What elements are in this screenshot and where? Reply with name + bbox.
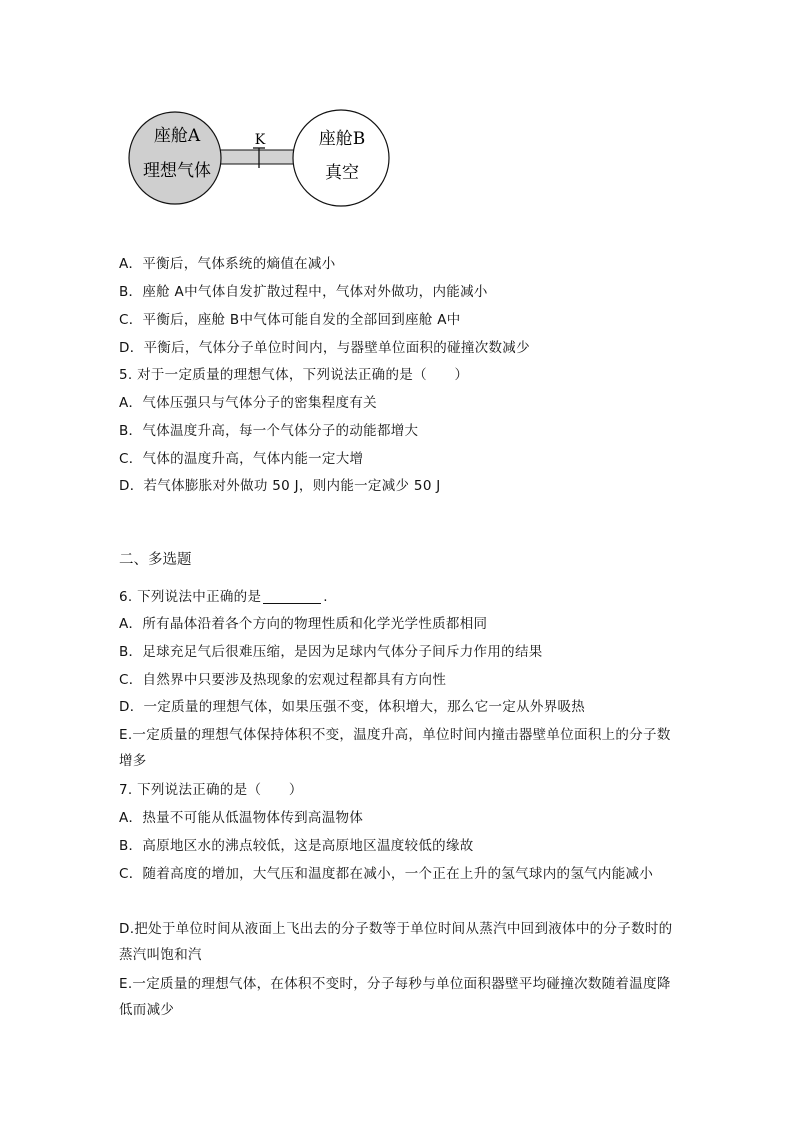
q7-option-d: D.把处于单位时间从液面上飞出去的分子数等于单位时间从蒸汽中回到液体中的分子数时的蒸汽叫饱和汽 bbox=[119, 921, 673, 963]
connecting-pipe bbox=[220, 150, 296, 164]
q7-option-e: E.一定质量的理想气体，在体积不变时，分子每秒与单位面积器壁平均碰撞次数随着温度降低而减少 bbox=[119, 976, 671, 1018]
q4-option-c: C．平衡后，座舱 B中气体可能自发的全部回到座舱 A中 bbox=[119, 312, 461, 328]
answer-blank bbox=[263, 589, 321, 604]
q5-option-d: D．若气体膨胀对外做功 50 J，则内能一定减少 50 J bbox=[119, 478, 441, 494]
cabin-a-title: 座舱A bbox=[153, 126, 201, 146]
q5-option-c: C．气体的温度升高，气体内能一定大增 bbox=[119, 451, 364, 467]
cabin-b-circle bbox=[293, 110, 389, 206]
section-title-multiple-choice: 二、多选题 bbox=[119, 552, 192, 568]
q6-option-b: B．足球充足气后很难压缩，是因为足球内气体分子间斥力作用的结果 bbox=[119, 644, 543, 660]
cabin-a-content: 理想气体 bbox=[143, 161, 211, 181]
q7-option-c: C．随着高度的增加，大气压和温度都在减小，一个正在上升的氢气球内的氢气内能减小 bbox=[119, 866, 654, 882]
cabin-b-title: 座舱B bbox=[318, 129, 366, 149]
q6-stem-text: 6. 下列说法中正确的是 bbox=[119, 589, 262, 605]
q5-option-a: A．气体压强只与气体分子的密集程度有关 bbox=[119, 395, 377, 411]
cabin-diagram bbox=[128, 108, 398, 212]
q7-option-a: A．热量不可能从低温物体传到高温物体 bbox=[119, 810, 364, 826]
q6-stem bbox=[119, 587, 328, 607]
valve-label: K bbox=[254, 132, 266, 148]
q5-stem: 5. 对于一定质量的理想气体，下列说法正确的是（ ） bbox=[119, 367, 469, 383]
q4-option-b: B．座舱 A中气体自发扩散过程中，气体对外做功，内能减小 bbox=[119, 284, 488, 300]
q6-option-d: D．一定质量的理想气体，如果压强不变，体积增大，那么它一定从外界吸热 bbox=[119, 699, 586, 715]
q6-option-a: A．所有晶体沿着各个方向的物理性质和化学光学性质都相同 bbox=[119, 616, 488, 632]
q5-option-b: B．气体温度升高，每一个气体分子的动能都增大 bbox=[119, 423, 419, 439]
q6-option-c: C．自然界中只要涉及热现象的宏观过程都具有方向性 bbox=[119, 672, 447, 688]
q6-option-e: E.一定质量的理想气体保持体积不变，温度升高，单位时间内撞击器壁单位面积上的分子数增多 bbox=[119, 727, 671, 769]
q4-option-a: A．平衡后，气体系统的熵值在减小 bbox=[119, 256, 336, 272]
q4-option-d: D．平衡后，气体分子单位时间内，与器壁单位面积的碰撞次数减少 bbox=[119, 340, 530, 356]
q7-stem: 7. 下列说法正确的是（ ） bbox=[119, 782, 303, 798]
cabin-b-content: 真空 bbox=[325, 163, 359, 183]
q6-stem-end: . bbox=[323, 589, 328, 605]
q7-option-b: B．高原地区水的沸点较低，这是高原地区温度较低的缘故 bbox=[119, 838, 474, 854]
